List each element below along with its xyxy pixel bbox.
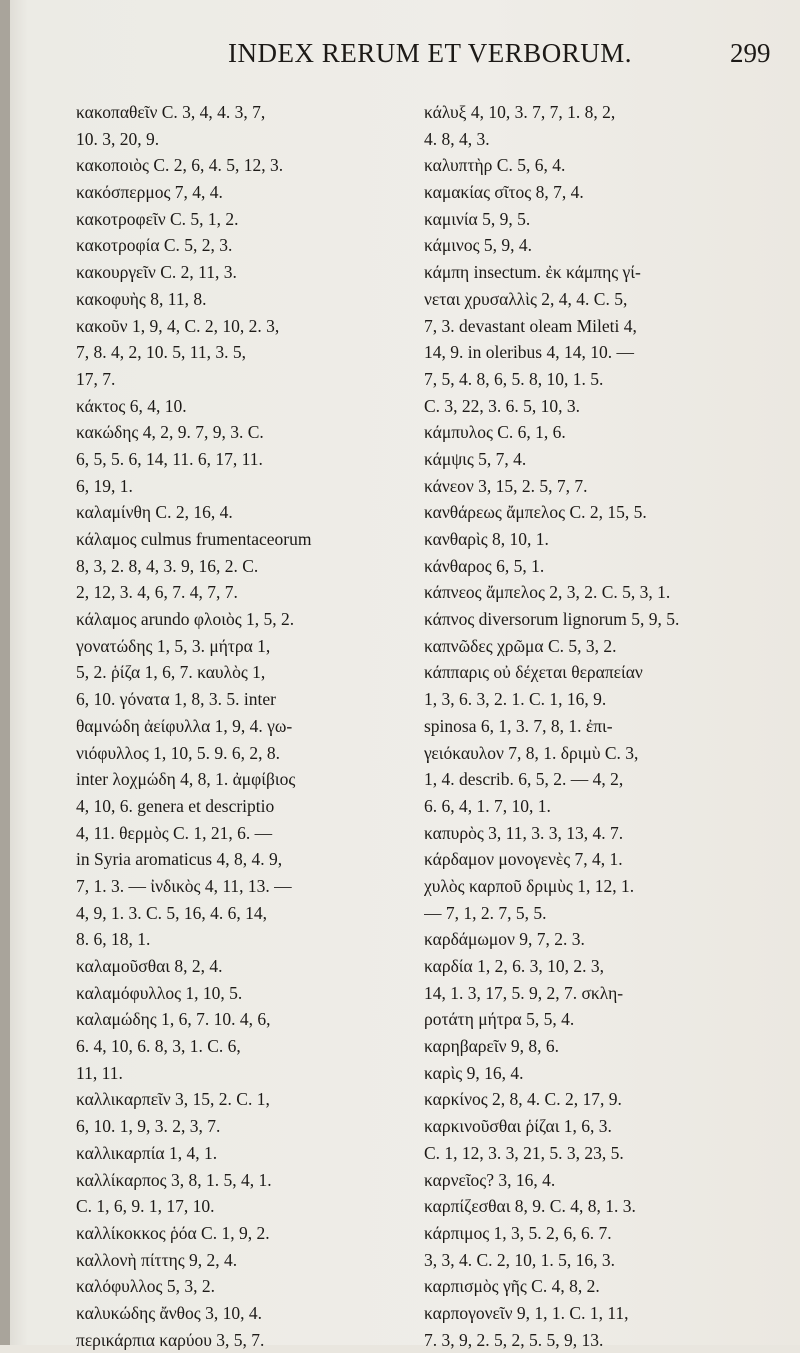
index-entry-line: καρηβαρεῖν 9, 8, 6. [424, 1036, 559, 1057]
index-entry-line: 14, 1. 3, 17, 5. 9, 2, 7. σκλη- [424, 982, 624, 1003]
index-entry-line: χυλὸς καρποῦ δριμὺς 1, 12, 1. [424, 875, 635, 896]
index-entry-line: καρνεῖος? 3, 16, 4. [424, 1169, 556, 1190]
index-entry-line: ροτάτη μήτρα 5, 5, 4. [424, 1009, 575, 1030]
index-column-right [424, 99, 772, 1353]
index-entry-line: C. 1, 12, 3. 3, 21, 5. 3, 23, 5. [424, 1142, 624, 1163]
index-entry-line: 3, 3, 4. C. 2, 10, 1. 5, 16, 3. [424, 1249, 616, 1270]
index-entry-line: καλλίκαρπος 3, 8, 1. 5, 4, 1. [76, 1169, 272, 1190]
index-entry-line: 7, 3. devastant oleam Mileti 4, [424, 315, 637, 336]
index-entry-line: καλυκώδης ἄνθος 3, 10, 4. [76, 1302, 262, 1323]
index-entry-line: κάμπυλος C. 6, 1, 6. [424, 422, 566, 443]
index-entry-line: κακώδης 4, 2, 9. 7, 9, 3. C. [76, 422, 264, 443]
running-header [0, 34, 800, 74]
binding-gutter [0, 0, 10, 1345]
index-entry-line: κάνθαρος 6, 5, 1. [424, 555, 545, 576]
index-entry-line: γειόκαυλον 7, 8, 1. δριμὺ C. 3, [424, 742, 639, 763]
running-title: INDEX RERUM ET VERBORUM. [228, 38, 633, 68]
index-entry-line: κακοποιὸς C. 2, 6, 4. 5, 12, 3. [76, 155, 284, 176]
index-entry-line: 6, 19, 1. [76, 475, 133, 496]
index-entry-line: κανθάρεως ἄμπελος C. 2, 15, 5. [424, 502, 647, 523]
index-entry-line: θαμνώδη ἀείφυλλα 1, 9, 4. γω- [76, 715, 293, 736]
index-entry-line: 4, 10, 6. genera et descriptio [76, 795, 275, 816]
index-entry-line: 7, 8. 4, 2, 10. 5, 11, 3. 5, [76, 342, 246, 363]
index-entry-line: 1, 3, 6. 3, 2. 1. C. 1, 16, 9. [424, 689, 607, 710]
index-entry-line: 4. 8, 4, 3. [424, 128, 490, 149]
index-entry-line: κακουργεῖν C. 2, 11, 3. [76, 262, 237, 283]
index-entry-line: 14, 9. in oleribus 4, 14, 10. — [424, 342, 634, 363]
index-entry-line: καρπισμὸς γῆς C. 4, 8, 2. [424, 1276, 600, 1297]
index-entry-line: κάμψις 5, 7, 4. [424, 448, 527, 469]
index-entry-line: 2, 12, 3. 4, 6, 7. 4, 7, 7. [76, 582, 238, 603]
index-entry-line: κακοτροφία C. 5, 2, 3. [76, 235, 233, 256]
index-entry-line: κανθαρὶς 8, 10, 1. [424, 529, 549, 549]
index-entry-line: περικάρπια καρύου 3, 5, 7. [76, 1329, 265, 1350]
index-entry-line: καλλονὴ πίττης 9, 2, 4. [76, 1249, 238, 1270]
index-entry-line: 1, 4. describ. 6, 5, 2. — 4, 2, [424, 769, 624, 790]
index-entry-line: καρδάμωμον 9, 7, 2. 3. [424, 929, 585, 950]
index-entry-line: κάρδαμον μονογενὲς 7, 4, 1. [424, 849, 623, 870]
index-entry-line: καλλίκοκκος ῥόα C. 1, 9, 2. [76, 1222, 270, 1243]
index-entry-line: 6, 10. 1, 9, 3. 2, 3, 7. [76, 1116, 221, 1137]
index-entry-line: κάπνος diversorum lignorum 5, 9, 5. [424, 609, 680, 630]
index-entry-line: νιόφυλλος 1, 10, 5. 9. 6, 2, 8. [76, 742, 281, 763]
index-entry-line: καλαμίνθη C. 2, 16, 4. [76, 502, 233, 523]
index-entry-line: καλλικαρπεῖν 3, 15, 2. C. 1, [76, 1089, 270, 1110]
index-entry-line: 7, 1. 3. — ἰνδικὸς 4, 11, 13. — [76, 875, 292, 896]
index-entry-line: καλυπτὴρ C. 5, 6, 4. [424, 155, 566, 176]
index-entry-line: 4, 9, 1. 3. C. 5, 16, 4. 6, 14, [76, 902, 268, 923]
index-column-left [76, 99, 392, 1353]
index-entry-line: καρπογονεῖν 9, 1, 1. C. 1, 11, [424, 1302, 629, 1323]
index-entry-line: κάπνεος ἄμπελος 2, 3, 2. C. 5, 3, 1. [424, 582, 671, 603]
index-entry-line: 11, 11. [76, 1062, 123, 1083]
index-entry-line: καπυρὸς 3, 11, 3. 3, 13, 4. 7. [424, 822, 624, 843]
index-entry-line: κάμινος 5, 9, 4. [424, 235, 533, 256]
index-entry-line: γονατώδης 1, 5, 3. μήτρα 1, [76, 635, 271, 656]
index-entry-line: 8, 3, 2. 8, 4, 3. 9, 16, 2. C. [76, 555, 259, 576]
index-entry-line: καλαμώδης 1, 6, 7. 10. 4, 6, [76, 1009, 271, 1030]
index-entry-line: 8. 6, 18, 1. [76, 929, 151, 950]
index-entry-line: C. 3, 22, 3. 6. 5, 10, 3. [424, 395, 581, 416]
index-entry-line: κακοπαθεῖν C. 3, 4, 4. 3, 7, [76, 102, 266, 122]
index-entry-line: 10. 3, 20, 9. [76, 128, 160, 149]
index-entry-line: καρπίζεσθαι 8, 9. C. 4, 8, 1. 3. [424, 1196, 636, 1217]
index-entry-line: κακοῦν 1, 9, 4, C. 2, 10, 2. 3, [76, 315, 280, 336]
index-entry-line: κάκτος 6, 4, 10. [76, 395, 187, 416]
index-entry-line: καρκινοῦσθαι ῥίζαι 1, 6, 3. [424, 1116, 612, 1137]
index-entry-line: κακοφυὴς 8, 11, 8. [76, 288, 207, 309]
index-entry-line: 5, 2. ῥίζα 1, 6, 7. καυλὸς 1, [76, 662, 266, 683]
index-entry-line: καμινία 5, 9, 5. [424, 208, 531, 229]
index-entry-line: 6. 4, 10, 6. 8, 3, 1. C. 6, [76, 1036, 241, 1057]
index-entry-line: καλλικαρπία 1, 4, 1. [76, 1142, 218, 1163]
index-entry-line: 7, 5, 4. 8, 6, 5. 8, 10, 1. 5. [424, 368, 604, 389]
index-entry-line: 6, 10. γόνατα 1, 8, 3. 5. inter [76, 689, 276, 710]
index-entry-line: καπνῶδες χρῶμα C. 5, 3, 2. [424, 635, 617, 656]
index-entry-line: καρὶς 9, 16, 4. [424, 1062, 524, 1083]
index-entry-line: 6. 6, 4, 1. 7, 10, 1. [424, 795, 551, 816]
index-entry-line: καλαμόφυλλος 1, 10, 5. [76, 982, 243, 1003]
index-entry-line: κάλυξ 4, 10, 3. 7, 7, 1. 8, 2, [424, 102, 616, 122]
index-entry-line: — 7, 1, 2. 7, 5, 5. [424, 902, 547, 923]
index-entry-line: C. 1, 6, 9. 1, 17, 10. [76, 1196, 215, 1217]
index-entry-line: νεται χρυσαλλὶς 2, 4, 4. C. 5, [424, 288, 628, 309]
index-entry-line: καμακίας σῖτος 8, 7, 4. [424, 182, 584, 203]
index-entry-line: κάμπη insectum. ἐκ κάμπης γί- [424, 262, 641, 283]
page-number: 299 [730, 38, 771, 68]
index-entry-line: 7. 3, 9, 2. 5, 2, 5. 5, 9, 13. [424, 1329, 604, 1350]
index-entry-line: καρδία 1, 2, 6. 3, 10, 2. 3, [424, 956, 604, 976]
index-entry-line: spinosa 6, 1, 3. 7, 8, 1. ἐπι- [424, 715, 613, 736]
index-entry-line: κάλαμος culmus frumentaceorum [76, 529, 312, 549]
index-entry-line: καλόφυλλος 5, 3, 2. [76, 1276, 215, 1297]
index-entry-line: 6, 5, 5. 6, 14, 11. 6, 17, 11. [76, 448, 263, 469]
index-entry-line: in Syria aromaticus 4, 8, 4. 9, [76, 849, 283, 870]
index-entry-line: inter λοχμώδη 4, 8, 1. ἀμφίβιος [76, 769, 296, 790]
index-entry-line: κάλαμος arundo φλοιὸς 1, 5, 2. [76, 609, 295, 630]
index-entry-line: κάππαρις οὐ δέχεται θεραπείαν [424, 662, 643, 683]
index-entry-line: καρκίνος 2, 8, 4. C. 2, 17, 9. [424, 1089, 622, 1110]
index-entry-line: 17, 7. [76, 368, 116, 389]
index-entry-line: κάρπιμος 1, 3, 5. 2, 6, 6. 7. [424, 1222, 612, 1243]
index-entry-line: κακόσπερμος 7, 4, 4. [76, 182, 223, 203]
index-entry-line: κάνεον 3, 15, 2. 5, 7, 7. [424, 475, 588, 496]
index-entry-line: καλαμοῦσθαι 8, 2, 4. [76, 956, 223, 976]
index-entry-line: κακοτροφεῖν C. 5, 1, 2. [76, 208, 239, 229]
index-entry-line: 4, 11. θερμὸς C. 1, 21, 6. — [76, 822, 273, 843]
